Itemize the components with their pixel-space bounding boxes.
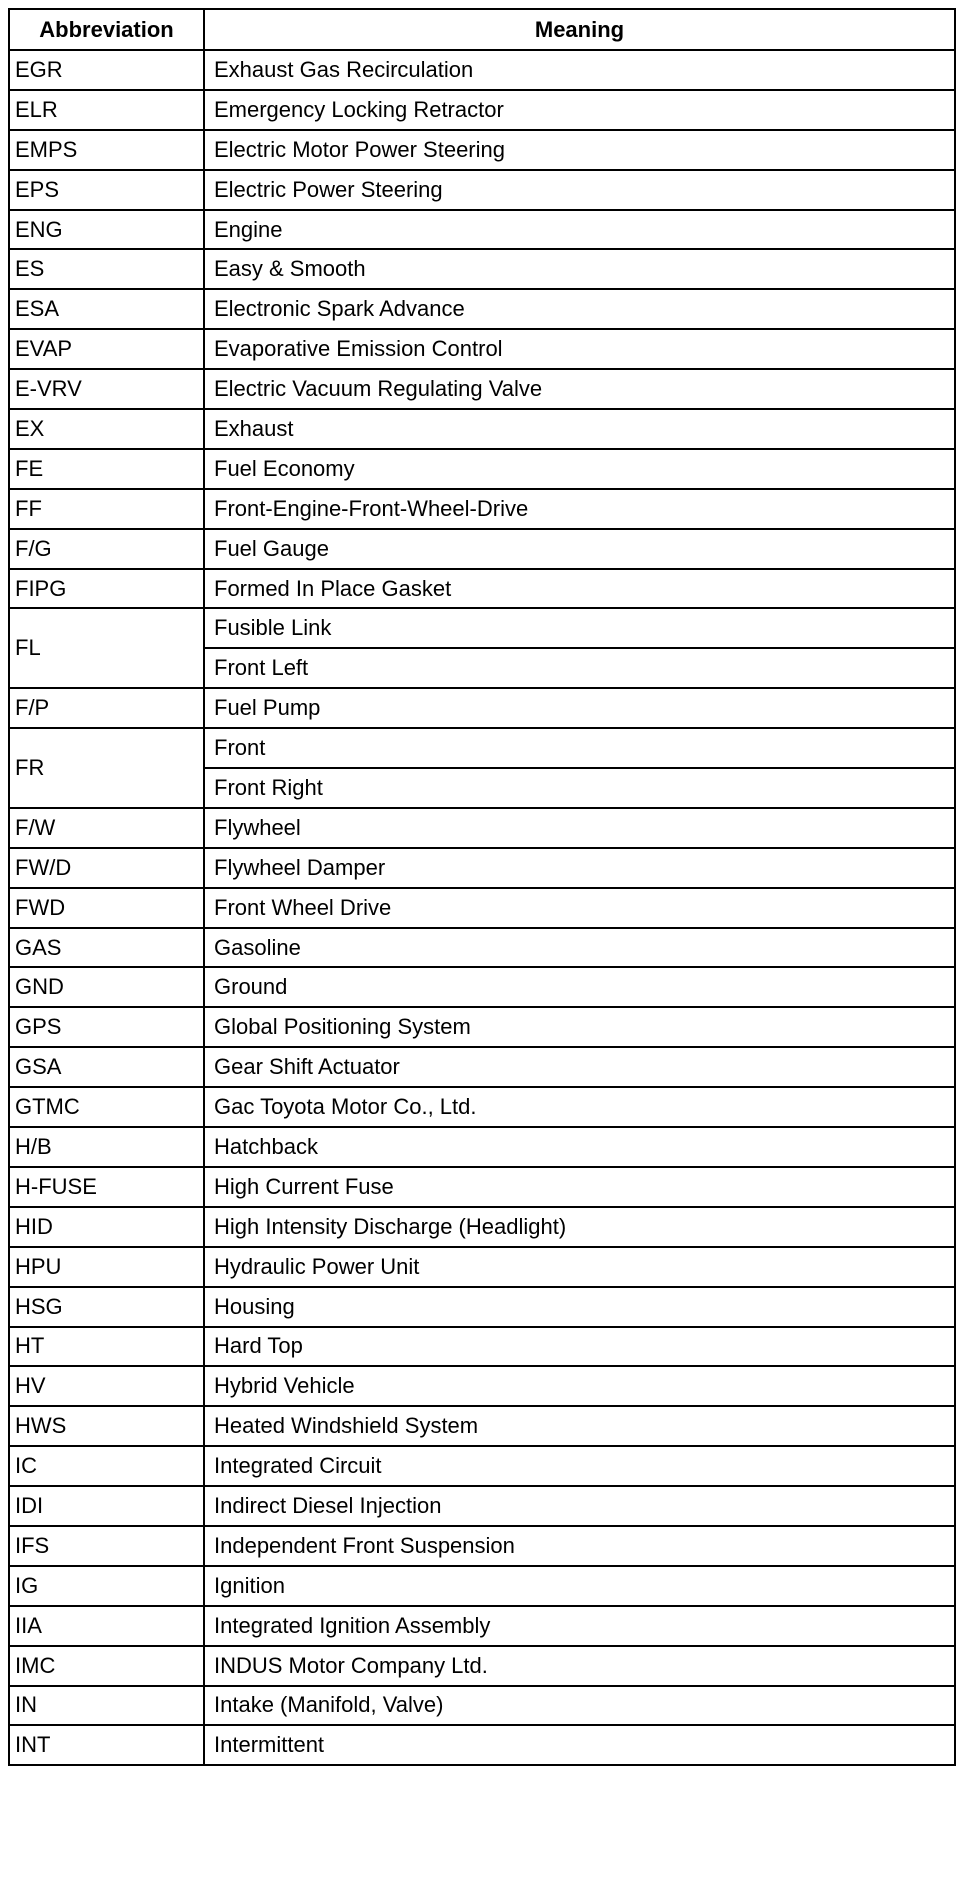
meaning-cell: Fuel Gauge (204, 529, 955, 569)
table-row (9, 489, 955, 529)
meaning-cell: Electronic Spark Advance (204, 289, 955, 329)
table-row (9, 329, 955, 369)
meaning-cell: Fuel Economy (204, 449, 955, 489)
abbreviation-cell: HID (9, 1207, 204, 1247)
meaning-cell: Electric Vacuum Regulating Valve (204, 369, 955, 409)
meaning-cell: Independent Front Suspension (204, 1526, 955, 1566)
abbreviation-cell: IIA (9, 1606, 204, 1646)
table-row (9, 529, 955, 569)
abbreviation-cell: EMPS (9, 130, 204, 170)
abbreviation-cell: IMC (9, 1646, 204, 1686)
abbreviation-cell: F/G (9, 529, 204, 569)
meaning-cell: Front Right (204, 768, 955, 808)
meaning-cell: Ground (204, 967, 955, 1007)
abbreviation-cell: HSG (9, 1287, 204, 1327)
meaning-cell: Indirect Diesel Injection (204, 1486, 955, 1526)
table-row (9, 130, 955, 170)
table-row (9, 1486, 955, 1526)
meaning-cell: Hard Top (204, 1327, 955, 1367)
meaning-cell: Easy & Smooth (204, 249, 955, 289)
meaning-cell: Gear Shift Actuator (204, 1047, 955, 1087)
abbreviation-cell: ELR (9, 90, 204, 130)
table-row (9, 1646, 955, 1686)
meaning-cell: Global Positioning System (204, 1007, 955, 1047)
table-row (9, 967, 955, 1007)
abbreviation-cell: FWD (9, 888, 204, 928)
abbreviation-cell: EVAP (9, 329, 204, 369)
table-row (9, 1406, 955, 1446)
abbreviation-cell: HWS (9, 1406, 204, 1446)
abbreviation-cell: EX (9, 409, 204, 449)
table-row (9, 1526, 955, 1566)
abbreviation-cell: IFS (9, 1526, 204, 1566)
abbreviation-table (8, 8, 956, 1766)
table-header (9, 9, 955, 50)
meaning-cell: High Current Fuse (204, 1167, 955, 1207)
abbreviation-cell: FE (9, 449, 204, 489)
meaning-cell: Flywheel (204, 808, 955, 848)
abbreviation-cell: IDI (9, 1486, 204, 1526)
table-body (9, 50, 955, 1765)
table-row (9, 1047, 955, 1087)
table-row (9, 90, 955, 130)
abbreviation-cell: EPS (9, 170, 204, 210)
meaning-cell: Heated Windshield System (204, 1406, 955, 1446)
table-row (9, 1207, 955, 1247)
table-row (9, 1007, 955, 1047)
meaning-cell: Evaporative Emission Control (204, 329, 955, 369)
meaning-cell: Front Wheel Drive (204, 888, 955, 928)
abbreviation-cell: FW/D (9, 848, 204, 888)
table-row (9, 1287, 955, 1327)
table-row (9, 808, 955, 848)
abbreviation-cell: ES (9, 249, 204, 289)
table-row (9, 928, 955, 968)
table-row (9, 1327, 955, 1367)
abbreviation-cell: H-FUSE (9, 1167, 204, 1207)
abbreviation-cell: GSA (9, 1047, 204, 1087)
meaning-cell: Formed In Place Gasket (204, 569, 955, 609)
meaning-cell: Electric Power Steering (204, 170, 955, 210)
table-row (9, 409, 955, 449)
abbreviation-column-header: Abbreviation (9, 9, 204, 50)
table-row (9, 289, 955, 329)
table-row (9, 1566, 955, 1606)
table-row (9, 1686, 955, 1726)
meaning-cell: Fuel Pump (204, 688, 955, 728)
abbreviation-cell: INT (9, 1725, 204, 1765)
header-row (9, 9, 955, 50)
abbreviation-cell: IN (9, 1686, 204, 1726)
meaning-cell: Integrated Circuit (204, 1446, 955, 1486)
meaning-cell: Front (204, 728, 955, 768)
abbreviation-cell: F/W (9, 808, 204, 848)
abbreviation-cell: GTMC (9, 1087, 204, 1127)
meaning-cell: Electric Motor Power Steering (204, 130, 955, 170)
meaning-cell: Hydraulic Power Unit (204, 1247, 955, 1287)
abbreviation-cell: FF (9, 489, 204, 529)
meaning-cell: Exhaust Gas Recirculation (204, 50, 955, 90)
table-row (9, 369, 955, 409)
table-row (9, 170, 955, 210)
table-row (9, 888, 955, 928)
meaning-cell: Gac Toyota Motor Co., Ltd. (204, 1087, 955, 1127)
abbreviation-cell: GPS (9, 1007, 204, 1047)
table-row (9, 848, 955, 888)
meaning-column-header: Meaning (204, 9, 955, 50)
meaning-cell: Front-Engine-Front-Wheel-Drive (204, 489, 955, 529)
meaning-cell: Front Left (204, 648, 955, 688)
meaning-cell: High Intensity Discharge (Headlight) (204, 1207, 955, 1247)
abbreviation-cell: EGR (9, 50, 204, 90)
table-row (9, 1606, 955, 1646)
meaning-cell: Hatchback (204, 1127, 955, 1167)
table-row (9, 1725, 955, 1765)
abbreviation-cell: IC (9, 1446, 204, 1486)
meaning-cell: INDUS Motor Company Ltd. (204, 1646, 955, 1686)
abbreviation-cell: FIPG (9, 569, 204, 609)
table-row (9, 50, 955, 90)
abbreviation-cell: HV (9, 1366, 204, 1406)
abbreviation-cell: FL (9, 608, 204, 688)
table-row (9, 1247, 955, 1287)
table-row (9, 1167, 955, 1207)
abbreviation-cell: E-VRV (9, 369, 204, 409)
table-row (9, 249, 955, 289)
abbreviation-cell: FR (9, 728, 204, 808)
table-row (9, 210, 955, 250)
table-row (9, 608, 955, 648)
abbreviation-cell: ESA (9, 289, 204, 329)
table-row (9, 569, 955, 609)
table-row (9, 1366, 955, 1406)
meaning-cell: Intermittent (204, 1725, 955, 1765)
meaning-cell: Housing (204, 1287, 955, 1327)
abbreviation-cell: GAS (9, 928, 204, 968)
table-row (9, 1127, 955, 1167)
table-row (9, 449, 955, 489)
meaning-cell: Integrated Ignition Assembly (204, 1606, 955, 1646)
meaning-cell: Ignition (204, 1566, 955, 1606)
table-row (9, 688, 955, 728)
table-row (9, 1087, 955, 1127)
abbreviation-cell: HPU (9, 1247, 204, 1287)
abbreviation-cell: H/B (9, 1127, 204, 1167)
meaning-cell: Gasoline (204, 928, 955, 968)
meaning-cell: Engine (204, 210, 955, 250)
table-row (9, 1446, 955, 1486)
abbreviation-cell: GND (9, 967, 204, 1007)
meaning-cell: Flywheel Damper (204, 848, 955, 888)
abbreviation-cell: ENG (9, 210, 204, 250)
table-row (9, 728, 955, 768)
abbreviation-cell: IG (9, 1566, 204, 1606)
meaning-cell: Emergency Locking Retractor (204, 90, 955, 130)
abbreviation-cell: HT (9, 1327, 204, 1367)
meaning-cell: Fusible Link (204, 608, 955, 648)
meaning-cell: Intake (Manifold, Valve) (204, 1686, 955, 1726)
meaning-cell: Exhaust (204, 409, 955, 449)
abbreviation-cell: F/P (9, 688, 204, 728)
meaning-cell: Hybrid Vehicle (204, 1366, 955, 1406)
